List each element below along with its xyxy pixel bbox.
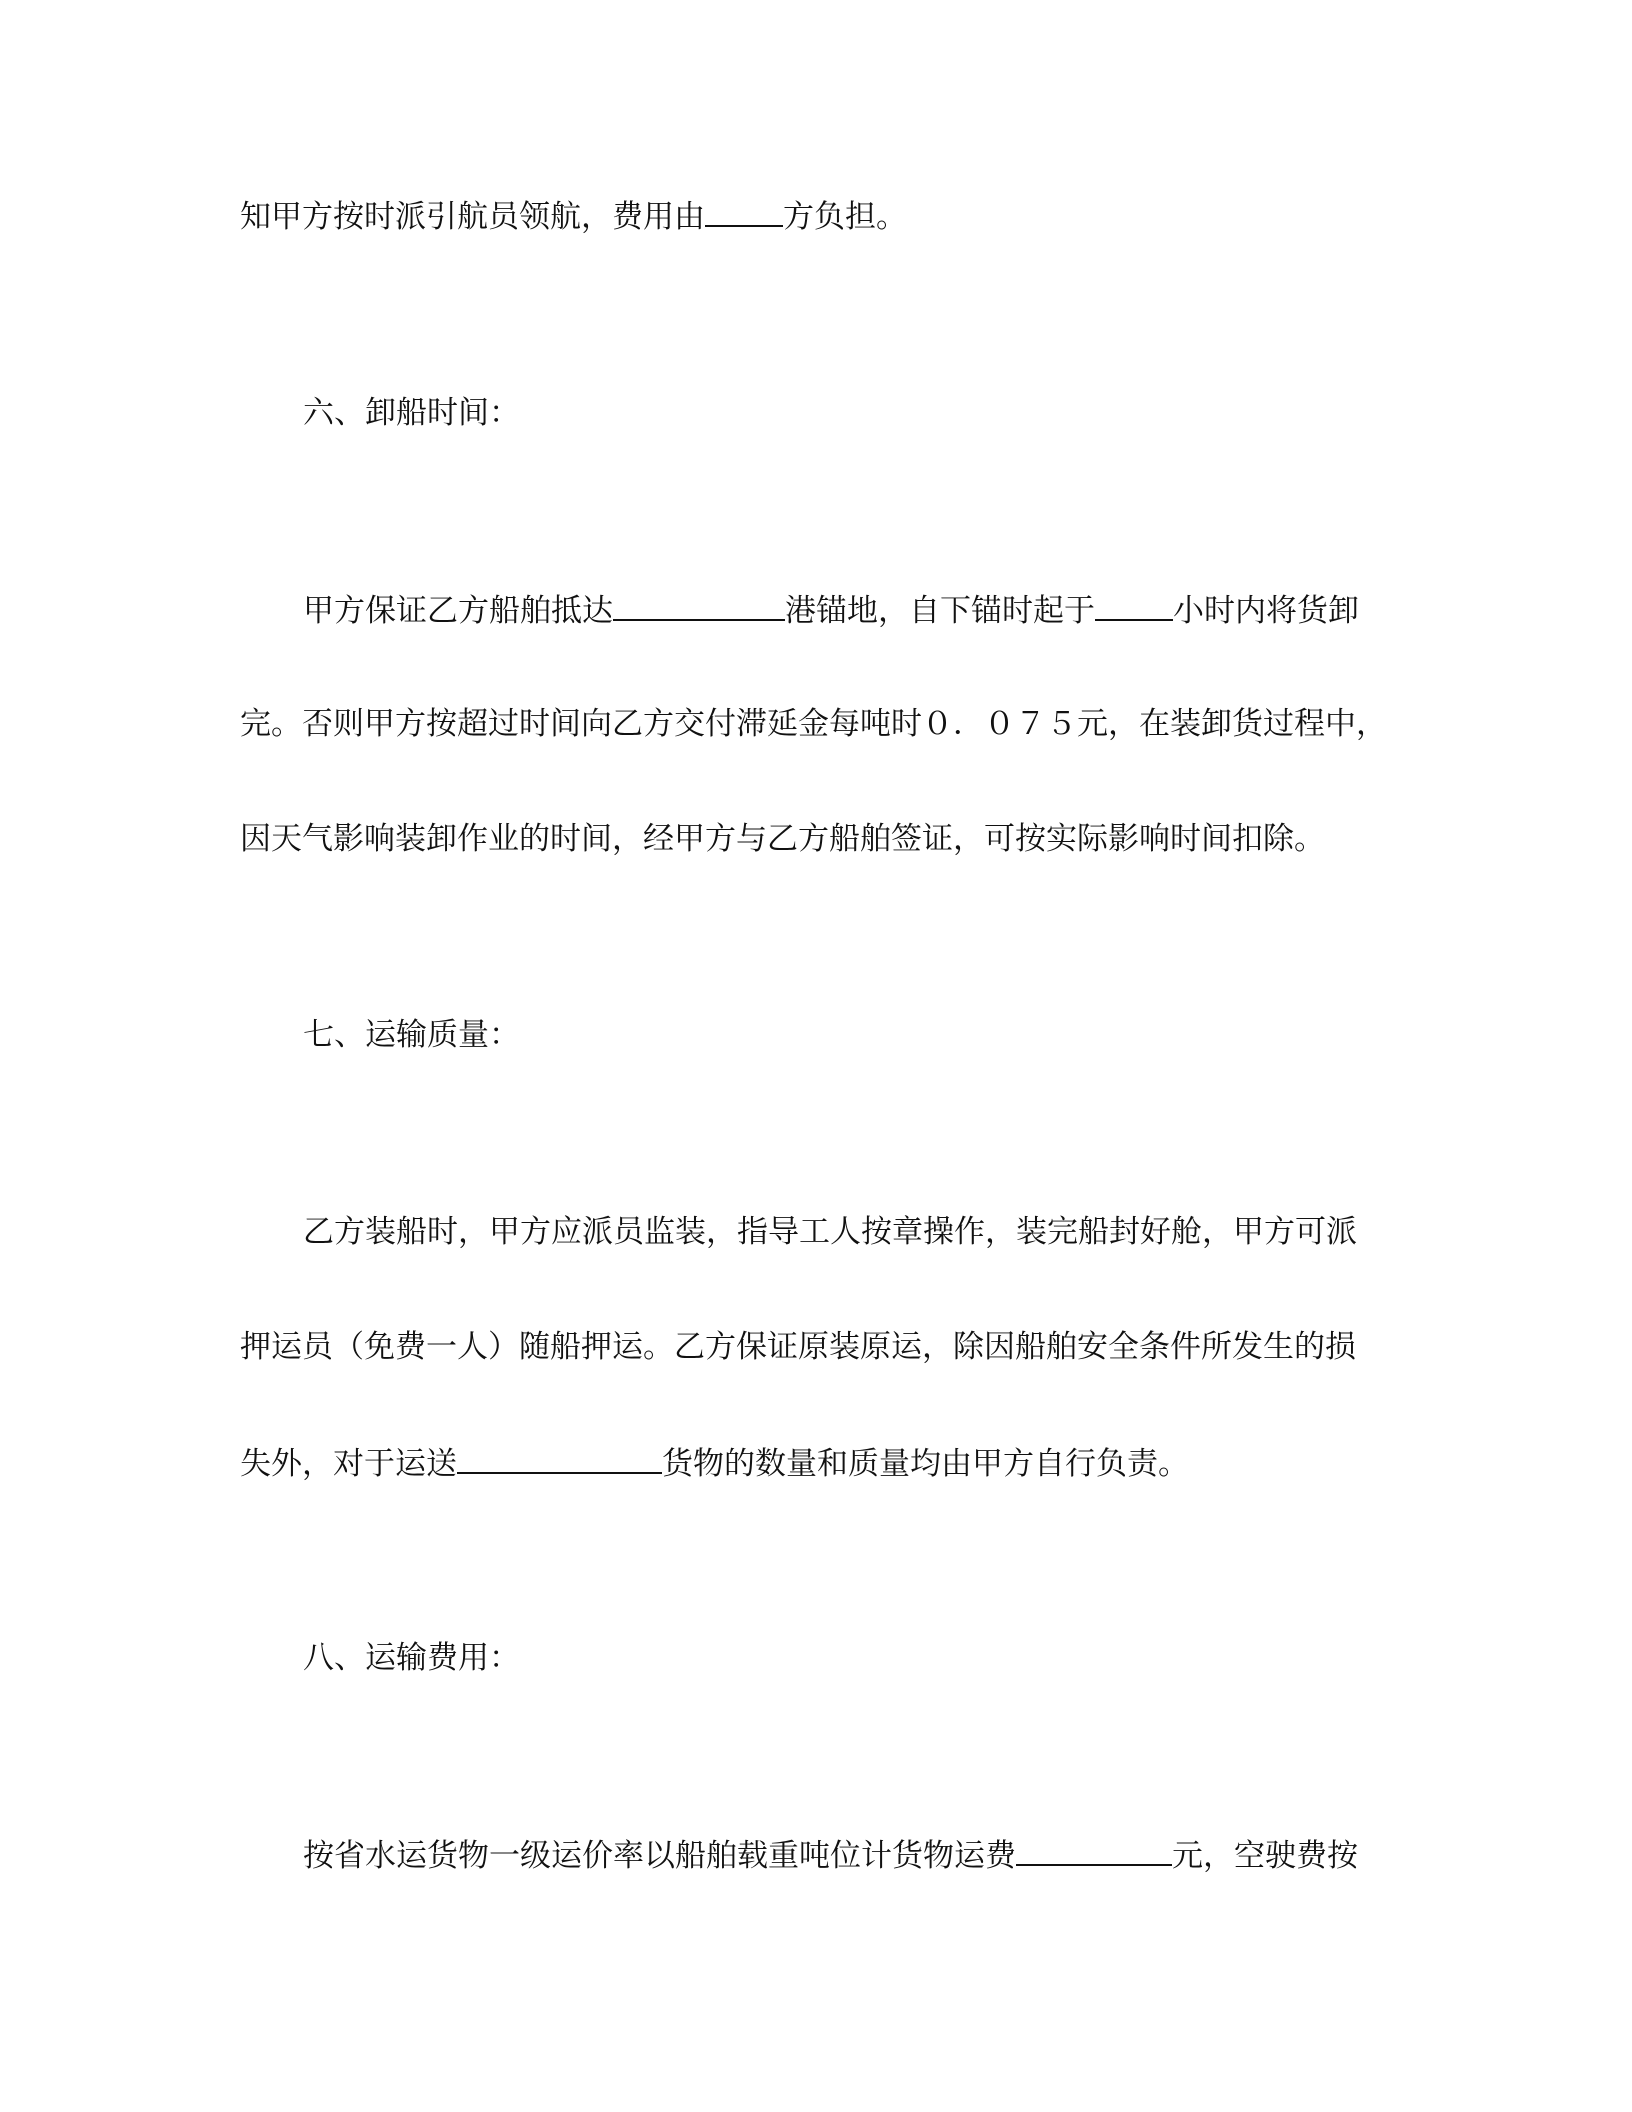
fill-blank[interactable] xyxy=(457,1442,662,1474)
paragraph-line: 因天气影响装卸作业的时间，经甲方与乙方船舶签证，可按实际影响时间扣除。 xyxy=(240,821,1325,857)
fill-blank[interactable] xyxy=(705,195,783,227)
paragraph-line: 知甲方按时派引航员领航，费用由 方负担。 xyxy=(240,195,907,237)
fill-blank[interactable] xyxy=(1016,1834,1172,1866)
paragraph-line: 按省水运货物一级运价率以船舶载重吨位计货物运费 元，空驶费按 xyxy=(303,1834,1358,1876)
fill-blank[interactable] xyxy=(613,589,785,621)
paragraph-line: 乙方装船时，甲方应派员监装，指导工人按章操作，装完船封好舱，甲方可派 xyxy=(303,1214,1357,1250)
section-heading: 七、运输质量： xyxy=(303,1017,520,1053)
paragraph-line: 押运员（免费一人）随船押运。乙方保证原装原运，除因船舶安全条件所发生的损 xyxy=(240,1329,1356,1365)
paragraph-line: 甲方保证乙方船舶抵达 港锚地，自下锚时起于 小时内将货卸 xyxy=(303,589,1359,631)
section-heading: 六、卸船时间： xyxy=(303,395,520,431)
fill-blank[interactable] xyxy=(1095,589,1173,621)
paragraph-line: 失外，对于运送 货物的数量和质量均由甲方自行负责。 xyxy=(240,1442,1189,1484)
paragraph-line: 完。否则甲方按超过时间向乙方交付滞延金每吨时０．０７５元，在装卸货过程中， xyxy=(240,706,1387,742)
section-heading: 八、运输费用： xyxy=(303,1640,520,1676)
